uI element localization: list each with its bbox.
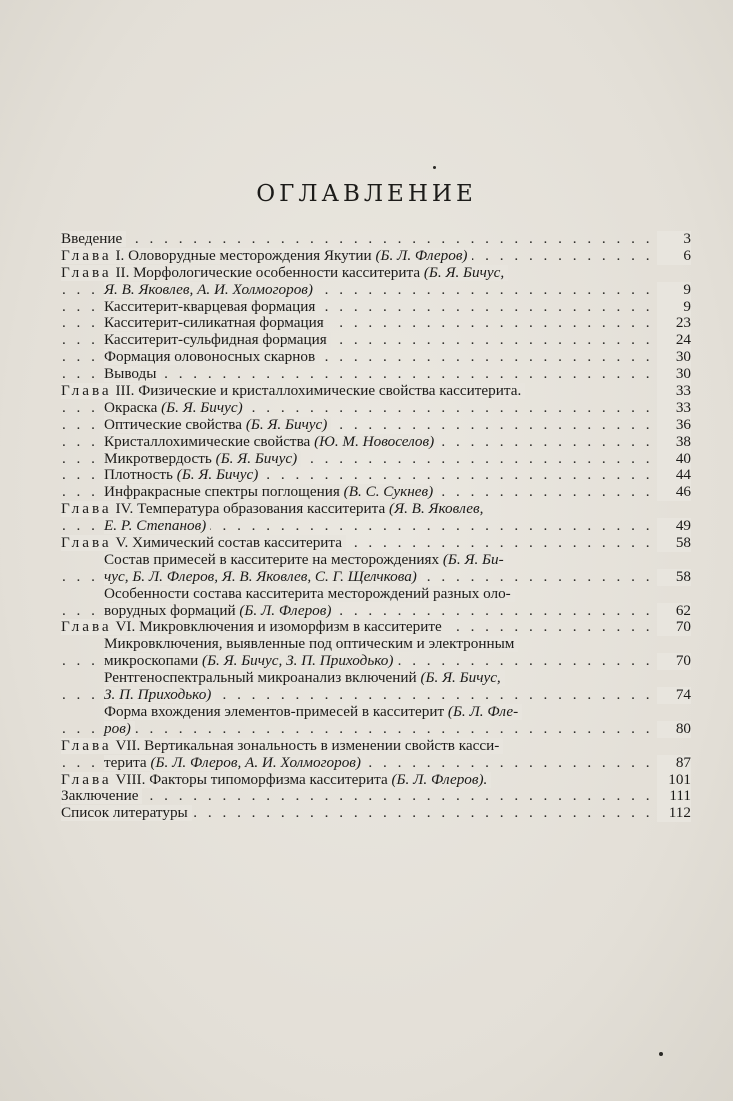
entry-authors: (Б. Я. Бичус, З. П. Приходько): [202, 653, 394, 670]
entry-title: Касситерит-силикатная формация: [104, 315, 324, 332]
toc-entry: [61, 248, 697, 265]
entry-authors: (Б. Л. Флеров): [375, 247, 468, 264]
toc-entry-text: [61, 738, 503, 754]
toc-entry: [61, 619, 697, 636]
toc-entry: [61, 788, 697, 805]
toc-entry-text: [104, 552, 508, 568]
page-number: 70: [657, 619, 691, 636]
entry-title: Оптические свойства: [104, 416, 246, 433]
table-of-contents: [61, 231, 697, 822]
page-number: 24: [657, 332, 691, 349]
toc-entry: [61, 315, 697, 332]
entry-title: I. Оловорудные месторождения Якутии: [111, 247, 376, 264]
toc-entry: [61, 501, 697, 518]
page-number: 49: [657, 518, 691, 535]
toc-entry: [61, 552, 697, 569]
page-number: 6: [657, 248, 691, 265]
page-number: 40: [657, 451, 691, 468]
toc-entry-text: [104, 569, 421, 585]
toc-entry-text: [104, 315, 328, 331]
toc-entry-text: [61, 772, 491, 788]
toc-entry-text: [61, 535, 346, 551]
entry-authors: (Б. Я. Бичус): [161, 399, 243, 416]
toc-entry: [61, 467, 697, 484]
entry-title: IV. Температура образования касситерита: [111, 501, 390, 518]
toc-entry: [61, 231, 697, 248]
entry-authors: З. П. Приходько): [104, 687, 212, 704]
page-number: 62: [657, 603, 691, 620]
toc-entry-text: [61, 501, 487, 517]
toc-entry: [61, 451, 697, 468]
entry-title: III. Физические и кристаллохимические свойства касситерита.: [111, 383, 522, 400]
toc-entry: [61, 518, 697, 535]
toc-entry-text: [104, 332, 331, 348]
toc-entry-text: [104, 299, 319, 315]
toc-entry-text: [104, 518, 210, 534]
toc-entry-text: [104, 704, 522, 720]
toc-entry: [61, 299, 697, 316]
toc-entry: [61, 738, 697, 755]
entry-authors: (Я. В. Яковлев,: [389, 501, 484, 518]
toc-entry-text: [61, 248, 472, 264]
page-number: 70: [657, 653, 691, 670]
toc-entry: [61, 755, 697, 772]
entry-authors: (Б. Л. Флеров, А. И. Холмогоров): [150, 754, 361, 771]
toc-entry: [61, 400, 697, 417]
page-number: 30: [657, 366, 691, 383]
page-number: 23: [657, 315, 691, 332]
toc-entry-text: [61, 383, 525, 399]
toc-entry-text: [104, 603, 335, 619]
print-speck: [659, 1052, 663, 1056]
page-number: 111: [657, 788, 691, 805]
toc-entry-text: [61, 619, 446, 635]
toc-entry-text: [104, 349, 319, 365]
entry-title: VIII. Факторы типоморфизма касситерита: [111, 771, 392, 788]
chapter-prefix: Глава: [61, 264, 112, 281]
entry-authors: (Б. Я. Бичус): [245, 416, 328, 433]
toc-entry: [61, 586, 697, 603]
toc-entry: [61, 653, 697, 670]
toc-entry-text: [104, 434, 438, 450]
entry-authors: ров): [104, 720, 131, 737]
toc-entry: [61, 282, 697, 299]
toc-entry-text: [104, 755, 365, 771]
entry-title: Заключение: [61, 788, 139, 805]
entry-title: Касситерит-сульфидная формация: [104, 332, 327, 349]
toc-entry-text: [104, 484, 437, 500]
toc-entry-text: [104, 721, 135, 737]
entry-title: терита: [104, 754, 151, 771]
entry-title: ворудных формаций: [104, 602, 240, 619]
entry-authors: (Б. Л. Флеров).: [391, 771, 488, 788]
toc-entry-text: [104, 451, 301, 467]
entry-title: Список литературы: [61, 805, 188, 822]
toc-entry: [61, 805, 697, 822]
toc-entry-text: [104, 282, 317, 298]
entry-title: Инфракрасные спектры поглощения: [104, 484, 344, 501]
page-number: 33: [657, 400, 691, 417]
entry-title: Форма вхождения элементов-примесей в касситерит: [104, 703, 448, 720]
chapter-prefix: Глава: [61, 501, 112, 518]
entry-title: Микротвердость: [104, 450, 216, 467]
entry-title: Плотность: [104, 467, 177, 484]
entry-title: Окраска: [104, 399, 162, 416]
toc-entry-text: [104, 467, 262, 483]
toc-entry: [61, 434, 697, 451]
entry-authors: Е. Р. Степанов): [104, 518, 207, 535]
page-number: 44: [657, 467, 691, 484]
page-number: 74: [657, 687, 691, 704]
toc-entry: [61, 670, 697, 687]
toc-entry: [61, 349, 697, 366]
toc-entry-text: [61, 231, 126, 247]
page-title: ОГЛАВЛЕНИЕ: [256, 181, 477, 207]
toc-entry: [61, 687, 697, 704]
entry-title: Введение: [61, 231, 123, 247]
chapter-prefix: Глава: [61, 535, 112, 552]
entry-authors: (Б. Л. Флеров): [239, 602, 332, 619]
toc-entry: [61, 366, 697, 383]
entry-title: Формация оловоносных скарнов: [104, 349, 316, 366]
toc-entry-text: [61, 265, 508, 281]
page-number: 87: [657, 755, 691, 772]
chapter-prefix: Глава: [61, 247, 112, 264]
entry-authors: (Б. Я. Бичус): [215, 450, 298, 467]
page-number: 30: [657, 349, 691, 366]
entry-title: Касситерит-кварцевая формация: [104, 298, 316, 315]
toc-entry: [61, 417, 697, 434]
page-number: 9: [657, 299, 691, 316]
page-number: 3: [657, 231, 691, 248]
entry-title: II. Морфологические особенности касситерита: [111, 264, 424, 281]
page-number: 46: [657, 484, 691, 501]
toc-entry-text: [104, 400, 247, 416]
toc-entry: [61, 636, 697, 653]
toc-entry: [61, 721, 697, 738]
toc-entry: [61, 704, 697, 721]
entry-authors: (Б. Я. Бичус,: [423, 264, 505, 281]
page-number: 58: [657, 569, 691, 586]
toc-entry: [61, 569, 697, 586]
toc-entry-text: [104, 586, 515, 602]
page-number: 112: [657, 805, 691, 822]
chapter-prefix: Глава: [61, 619, 112, 636]
page-number: 58: [657, 535, 691, 552]
toc-entry: [61, 484, 697, 501]
page-number: 36: [657, 417, 691, 434]
toc-entry-text: [104, 636, 518, 652]
entry-title: Особенности состава касситерита месторождений разных оло-: [104, 585, 511, 602]
entry-authors: чус, Б. Л. Флеров, Я. В. Яковлев, С. Г. Щелчкова): [104, 568, 417, 585]
toc-entry-text: [104, 653, 397, 669]
chapter-prefix: Глава: [61, 383, 112, 400]
entry-title: микроскопами: [104, 653, 203, 670]
entry-authors: (Б. Я. Бичус,: [420, 670, 501, 687]
print-speck: [433, 166, 436, 169]
entry-title: Микровключения, выявленные под оптическим и электронным: [104, 636, 515, 653]
toc-entry-text: [104, 417, 331, 433]
entry-title: Состав примесей в касситерите на месторождениях: [104, 551, 443, 568]
page-number: 101: [657, 772, 691, 789]
chapter-prefix: Глава: [61, 771, 112, 788]
entry-authors: (Б. Я. Би-: [442, 551, 504, 568]
entry-authors: Я. В. Яковлев, А. И. Холмогоров): [104, 281, 313, 298]
toc-entry: [61, 265, 697, 282]
entry-title: Кристаллохимические свойства: [104, 433, 315, 450]
toc-entry: [61, 332, 697, 349]
toc-entry: [61, 383, 697, 400]
entry-authors: (Б. Я. Бичус): [176, 467, 259, 484]
toc-entry-text: [104, 670, 505, 686]
page-number: 80: [657, 721, 691, 738]
toc-entry-text: [104, 687, 215, 703]
page-number: 9: [657, 282, 691, 299]
entry-title: VI. Микровключения и изоморфизм в касситерите: [111, 619, 442, 636]
entry-authors: (В. С. Сукнев): [343, 484, 434, 501]
entry-title: Выводы: [104, 366, 157, 383]
toc-entry-text: [104, 366, 161, 382]
toc-entry: [61, 535, 697, 552]
entry-authors: (Б. Л. Фле-: [447, 703, 519, 720]
chapter-prefix: Глава: [61, 737, 112, 754]
entry-title: V. Химический состав касситерита: [111, 535, 342, 552]
toc-entry-text: [61, 805, 192, 821]
toc-entry: [61, 772, 697, 789]
page-number: 33: [657, 383, 691, 400]
entry-title: VII. Вертикальная зональность в изменении свойств касси-: [111, 737, 500, 754]
toc-entry: [61, 603, 697, 620]
page-number: 38: [657, 434, 691, 451]
entry-authors: (Ю. М. Новоселов): [314, 433, 435, 450]
toc-entry-text: [61, 788, 142, 804]
entry-title: Рентгеноспектральный микроанализ включений: [104, 670, 421, 687]
